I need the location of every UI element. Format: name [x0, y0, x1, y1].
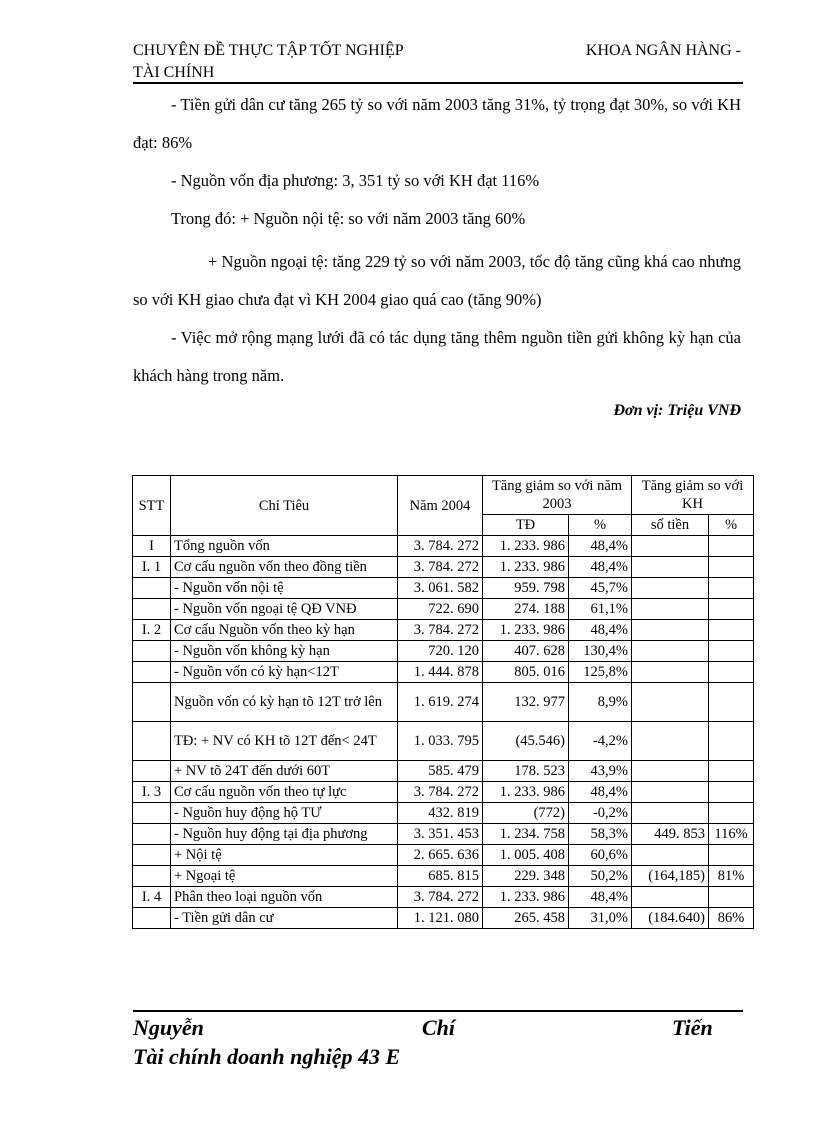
header-amount: số tiền [632, 515, 709, 536]
header-pct-plan: % [709, 515, 754, 536]
paragraph-network: - Việc mở rộng mạng lưới đã có tác dụng tăng thêm nguồn tiền gửi không kỳ hạn của khách hàng trong năm. [133, 328, 741, 385]
cell-pct-plan [709, 620, 754, 641]
header-vs-2003: Tăng giảm so với năm 2003 [483, 476, 632, 515]
cell-year-2004: 432. 819 [398, 803, 483, 824]
table-row [133, 536, 754, 557]
cell-amount [632, 578, 709, 599]
cell-stt [133, 845, 171, 866]
cell-amount [632, 599, 709, 620]
cell-indicator: - Nguồn vốn ngoại tệ QĐ VNĐ [171, 599, 398, 620]
cell-amount [632, 536, 709, 557]
cell-pct: 125,8% [569, 662, 632, 683]
cell-td: 805. 016 [483, 662, 569, 683]
cell-indicator: Nguồn vốn có kỳ hạn tõ 12T trở lên [171, 683, 398, 722]
table-row [133, 803, 754, 824]
table-row [133, 578, 754, 599]
cell-year-2004: 1. 619. 274 [398, 683, 483, 722]
footer-name-first: Nguyễn [133, 1015, 204, 1040]
footer-name-middle: Chí [422, 1015, 456, 1040]
header-left [133, 40, 493, 84]
cell-stt [133, 662, 171, 683]
cell-pct-plan [709, 683, 754, 722]
table-row [133, 641, 754, 662]
cell-amount [632, 803, 709, 824]
cell-stt [133, 761, 171, 782]
header-stt: STT [133, 476, 171, 536]
cell-pct-plan [709, 887, 754, 908]
cell-amount [632, 641, 709, 662]
cell-td: 1. 233. 986 [483, 782, 569, 803]
cell-year-2004: 1. 121. 080 [398, 908, 483, 929]
cell-amount [632, 557, 709, 578]
cell-pct: 31,0% [569, 908, 632, 929]
cell-pct: 50,2% [569, 866, 632, 887]
header-title: CHUYÊN ĐỀ THỰC TẬP TỐT NGHIỆP [133, 42, 404, 59]
cell-year-2004: 3. 784. 272 [398, 887, 483, 908]
table-row [133, 887, 754, 908]
cell-td: (45.546) [483, 722, 569, 761]
cell-pct-plan [709, 845, 754, 866]
cell-pct: 48,4% [569, 620, 632, 641]
table-row [133, 620, 754, 641]
cell-pct-plan: 86% [709, 908, 754, 929]
cell-amount [632, 845, 709, 866]
cell-indicator: Cơ cấu nguồn vốn theo đồng tiền [171, 557, 398, 578]
cell-year-2004: 722. 690 [398, 599, 483, 620]
cell-pct-plan [709, 599, 754, 620]
table-row [133, 722, 754, 761]
cell-year-2004: 1. 444. 878 [398, 662, 483, 683]
cell-indicator: - Nguồn vốn có kỳ hạn<12T [171, 662, 398, 683]
cell-stt [133, 866, 171, 887]
cell-amount [632, 887, 709, 908]
cell-indicator: TĐ: + NV có KH tõ 12T đến< 24T [171, 722, 398, 761]
table-row [133, 683, 754, 722]
cell-pct: 8,9% [569, 683, 632, 722]
cell-year-2004: 585. 479 [398, 761, 483, 782]
cell-amount [632, 782, 709, 803]
cell-stt: I. 4 [133, 887, 171, 908]
header-year: Năm 2004 [398, 476, 483, 536]
table-row [133, 845, 754, 866]
cell-amount [632, 722, 709, 761]
cell-stt: I [133, 536, 171, 557]
header-td: TĐ [483, 515, 569, 536]
cell-td: 959. 798 [483, 578, 569, 599]
cell-pct-plan [709, 557, 754, 578]
paragraph-foreign: + Nguồn ngoại tệ: tăng 229 tỷ so với năm 2003, tốc độ tăng cũng khá cao nhưng so với KH giao chưa đạt vì KH 2004 giao quá cao (tăng 90%) [133, 252, 741, 309]
cell-pct: -4,2% [569, 722, 632, 761]
cell-td: 1. 233. 986 [483, 536, 569, 557]
cell-amount [632, 662, 709, 683]
cell-indicator: Cơ cấu nguồn vốn theo tự lực [171, 782, 398, 803]
cell-indicator: - Nguồn vốn không kỳ hạn [171, 641, 398, 662]
cell-indicator: + NV tõ 24T đến dưới 60T [171, 761, 398, 782]
table-row [133, 782, 754, 803]
cell-year-2004: 720. 120 [398, 641, 483, 662]
cell-stt: I. 1 [133, 557, 171, 578]
cell-pct-plan [709, 722, 754, 761]
table-row [133, 824, 754, 845]
cell-year-2004: 3. 784. 272 [398, 536, 483, 557]
cell-indicator: - Nguồn huy động tại địa phương [171, 824, 398, 845]
cell-indicator: + Nội tệ [171, 845, 398, 866]
table-row [133, 557, 754, 578]
cell-pct: 48,4% [569, 782, 632, 803]
unit-label: Đơn vị: Triệu VNĐ [613, 402, 741, 419]
cell-indicator: Phân theo loại nguồn vốn [171, 887, 398, 908]
cell-td: 178. 523 [483, 761, 569, 782]
cell-pct: 58,3% [569, 824, 632, 845]
cell-pct: 45,7% [569, 578, 632, 599]
cell-td: 407. 628 [483, 641, 569, 662]
header-title-line2: TÀI CHÍNH [133, 64, 215, 81]
cell-amount: (184.640) [632, 908, 709, 929]
header-vs-plan: Tăng giảm so với KH [632, 476, 754, 515]
cell-td: 1. 233. 986 [483, 887, 569, 908]
cell-indicator: + Ngoại tệ [171, 866, 398, 887]
cell-year-2004: 2. 665. 636 [398, 845, 483, 866]
cell-td: 265. 458 [483, 908, 569, 929]
cell-td: 274. 188 [483, 599, 569, 620]
cell-stt [133, 824, 171, 845]
cell-pct: -0,2% [569, 803, 632, 824]
cell-stt [133, 641, 171, 662]
table-row [133, 866, 754, 887]
cell-stt [133, 683, 171, 722]
cell-amount [632, 761, 709, 782]
header-divider [133, 82, 743, 84]
cell-year-2004: 3. 351. 453 [398, 824, 483, 845]
cell-stt: I. 2 [133, 620, 171, 641]
cell-td: 1. 234. 758 [483, 824, 569, 845]
paragraph-domestic: Trong đó: + Nguồn nội tệ: so với năm 2003 tăng 60% [171, 209, 526, 228]
cell-pct: 61,1% [569, 599, 632, 620]
cell-year-2004: 1. 033. 795 [398, 722, 483, 761]
cell-pct-plan [709, 662, 754, 683]
footer-class: Tài chính doanh nghiệp 43 E [133, 1044, 401, 1069]
cell-indicator: Cơ cấu Nguồn vốn theo kỳ hạn [171, 620, 398, 641]
header-pct: % [569, 515, 632, 536]
header-right: KHOA NGÂN HÀNG - [585, 42, 741, 59]
cell-pct: 48,4% [569, 887, 632, 908]
cell-pct-plan: 116% [709, 824, 754, 845]
cell-td: 1. 233. 986 [483, 557, 569, 578]
table-row [133, 662, 754, 683]
paragraph-local-capital: - Nguồn vốn địa phương: 3, 351 tỷ so với KH đạt 116% [171, 171, 540, 190]
cell-pct-plan: 81% [709, 866, 754, 887]
cell-stt [133, 908, 171, 929]
cell-indicator: - Nguồn vốn nội tệ [171, 578, 398, 599]
cell-td: (772) [483, 803, 569, 824]
cell-year-2004: 3. 784. 272 [398, 557, 483, 578]
footer-name-last: Tiến [672, 1015, 713, 1040]
cell-pct: 48,4% [569, 536, 632, 557]
cell-stt [133, 803, 171, 824]
cell-stt [133, 722, 171, 761]
table-row [133, 599, 754, 620]
cell-td: 1. 005. 408 [483, 845, 569, 866]
cell-pct-plan [709, 782, 754, 803]
cell-pct: 130,4% [569, 641, 632, 662]
table-row [133, 908, 754, 929]
cell-pct-plan [709, 536, 754, 557]
header-chi-tieu: Chỉ Tiêu [171, 476, 398, 536]
cell-indicator: - Tiền gửi dân cư [171, 908, 398, 929]
cell-year-2004: 3. 784. 272 [398, 620, 483, 641]
cell-amount [632, 683, 709, 722]
cell-pct: 48,4% [569, 557, 632, 578]
cell-year-2004: 685. 815 [398, 866, 483, 887]
cell-amount [632, 620, 709, 641]
cell-pct-plan [709, 641, 754, 662]
paragraph-deposits: - Tiền gửi dân cư tăng 265 tỷ so với năm 2003 tăng 31%, tỷ trọng đạt 30%, so với KH đạt: 86% [133, 95, 741, 152]
cell-stt [133, 578, 171, 599]
table-row [133, 761, 754, 782]
cell-td: 132. 977 [483, 683, 569, 722]
cell-year-2004: 3. 784. 272 [398, 782, 483, 803]
cell-td: 229. 348 [483, 866, 569, 887]
footer-divider [133, 1010, 743, 1012]
cell-indicator: Tổng nguồn vốn [171, 536, 398, 557]
cell-year-2004: 3. 061. 582 [398, 578, 483, 599]
cell-indicator: - Nguồn huy động hộ TƯ [171, 803, 398, 824]
cell-td: 1. 233. 986 [483, 620, 569, 641]
cell-amount: 449. 853 [632, 824, 709, 845]
cell-pct: 43,9% [569, 761, 632, 782]
cell-pct: 60,6% [569, 845, 632, 866]
cell-amount: (164,185) [632, 866, 709, 887]
cell-pct-plan [709, 761, 754, 782]
cell-pct-plan [709, 803, 754, 824]
capital-structure-table [132, 475, 754, 929]
cell-pct-plan [709, 578, 754, 599]
cell-stt [133, 599, 171, 620]
cell-stt: I. 3 [133, 782, 171, 803]
